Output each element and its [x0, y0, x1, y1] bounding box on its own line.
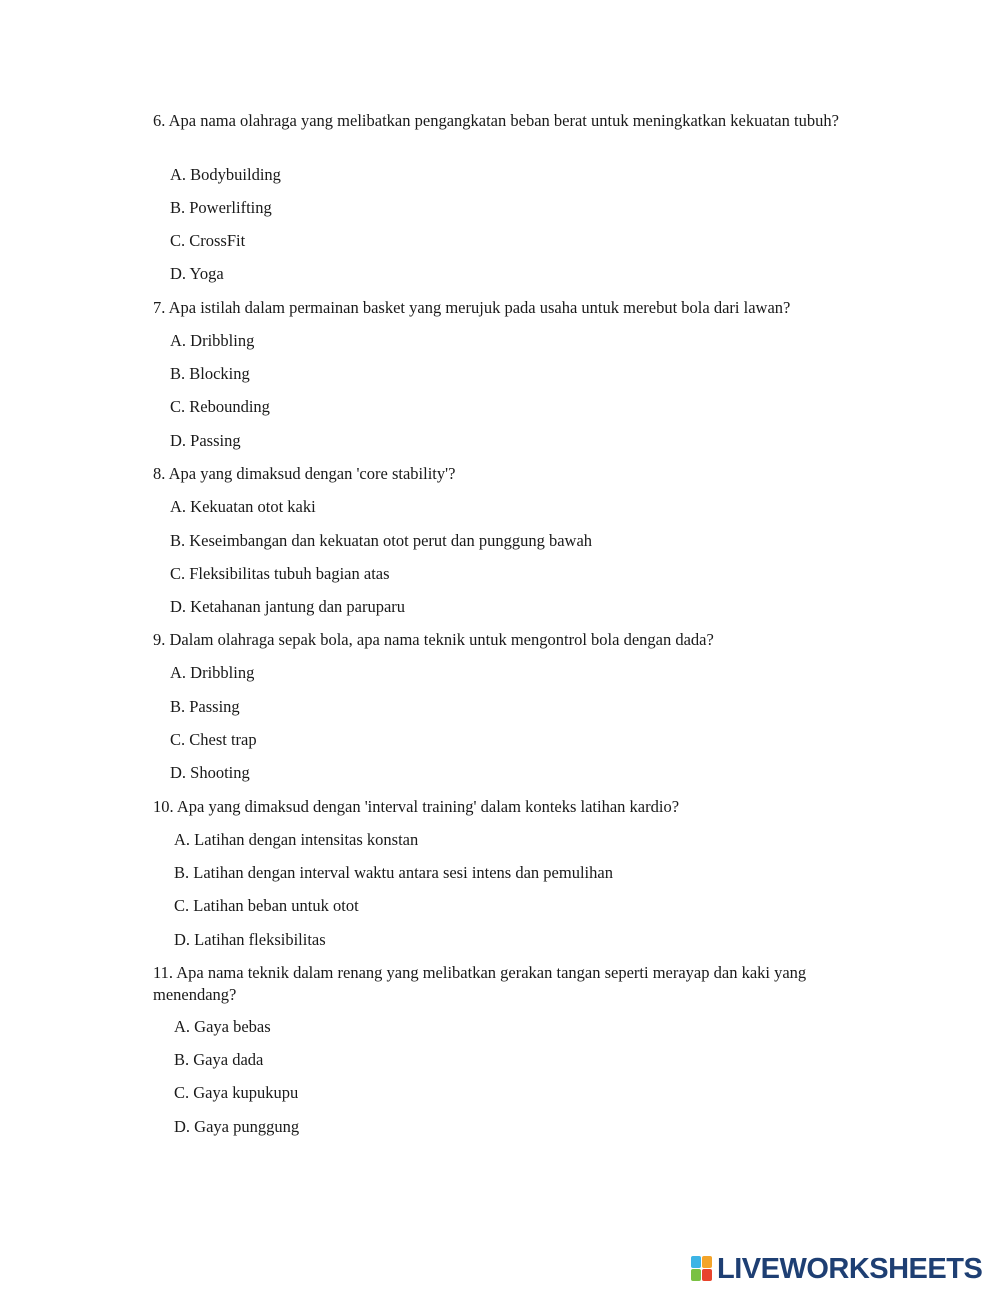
- option-11c[interactable]: C. Gaya kupukupu: [174, 1083, 299, 1102]
- option-8d[interactable]: D. Ketahanan jantung dan paruparu: [170, 597, 406, 616]
- question-7: 7. Apa istilah dalam permainan basket yang merujuk pada usaha untuk merebut bola dari lawan?: [153, 298, 791, 317]
- logo-square-red: [702, 1269, 712, 1281]
- logo-square-orange: [702, 1256, 712, 1268]
- option-7d[interactable]: D. Passing: [170, 431, 241, 450]
- option-8b[interactable]: B. Keseimbangan dan kekuatan otot perut dan punggung bawah: [170, 531, 593, 550]
- logo-text: LIVEWORKSHEETS: [717, 1252, 983, 1285]
- option-11b[interactable]: B. Gaya dada: [174, 1050, 264, 1069]
- option-7b[interactable]: B. Blocking: [170, 364, 250, 383]
- option-6a[interactable]: A. Bodybuilding: [170, 165, 281, 184]
- logo-square-green: [691, 1269, 701, 1281]
- option-10a[interactable]: A. Latihan dengan intensitas konstan: [174, 830, 419, 849]
- option-11d[interactable]: D. Gaya punggung: [174, 1117, 300, 1136]
- option-9d[interactable]: D. Shooting: [170, 763, 250, 782]
- question-11: 11. Apa nama teknik dalam renang yang melibatkan gerakan tangan seperti merayap dan kaki yang menendang?: [153, 963, 807, 1004]
- option-7c[interactable]: C. Rebounding: [170, 397, 270, 416]
- option-6c[interactable]: C. CrossFit: [170, 231, 246, 250]
- logo-square-blue: [691, 1256, 701, 1268]
- option-7a[interactable]: A. Dribbling: [170, 331, 255, 350]
- option-9c[interactable]: C. Chest trap: [170, 730, 257, 749]
- question-10: 10. Apa yang dimaksud dengan 'interval training' dalam konteks latihan kardio?: [153, 797, 680, 816]
- logo-icon: [691, 1256, 713, 1282]
- option-9b[interactable]: B. Passing: [170, 697, 240, 716]
- option-9a[interactable]: A. Dribbling: [170, 663, 255, 682]
- option-8c[interactable]: C. Fleksibilitas tubuh bagian atas: [170, 564, 390, 583]
- option-6b[interactable]: B. Powerlifting: [170, 198, 272, 217]
- option-8a[interactable]: A. Kekuatan otot kaki: [170, 497, 316, 516]
- liveworksheets-logo: [691, 1252, 991, 1286]
- option-11a[interactable]: A. Gaya bebas: [174, 1017, 271, 1036]
- question-6: 6. Apa nama olahraga yang melibatkan pengangkatan beban berat untuk meningkatkan kekuatan tubuh?: [153, 111, 839, 130]
- option-10b[interactable]: B. Latihan dengan interval waktu antara sesi intens dan pemulihan: [174, 863, 613, 882]
- option-6d[interactable]: D. Yoga: [170, 264, 224, 283]
- question-8: 8. Apa yang dimaksud dengan 'core stability'?: [153, 464, 456, 483]
- option-10d[interactable]: D. Latihan fleksibilitas: [174, 930, 326, 949]
- option-10c[interactable]: C. Latihan beban untuk otot: [174, 896, 359, 915]
- question-9: 9. Dalam olahraga sepak bola, apa nama teknik untuk mengontrol bola dengan dada?: [153, 630, 714, 649]
